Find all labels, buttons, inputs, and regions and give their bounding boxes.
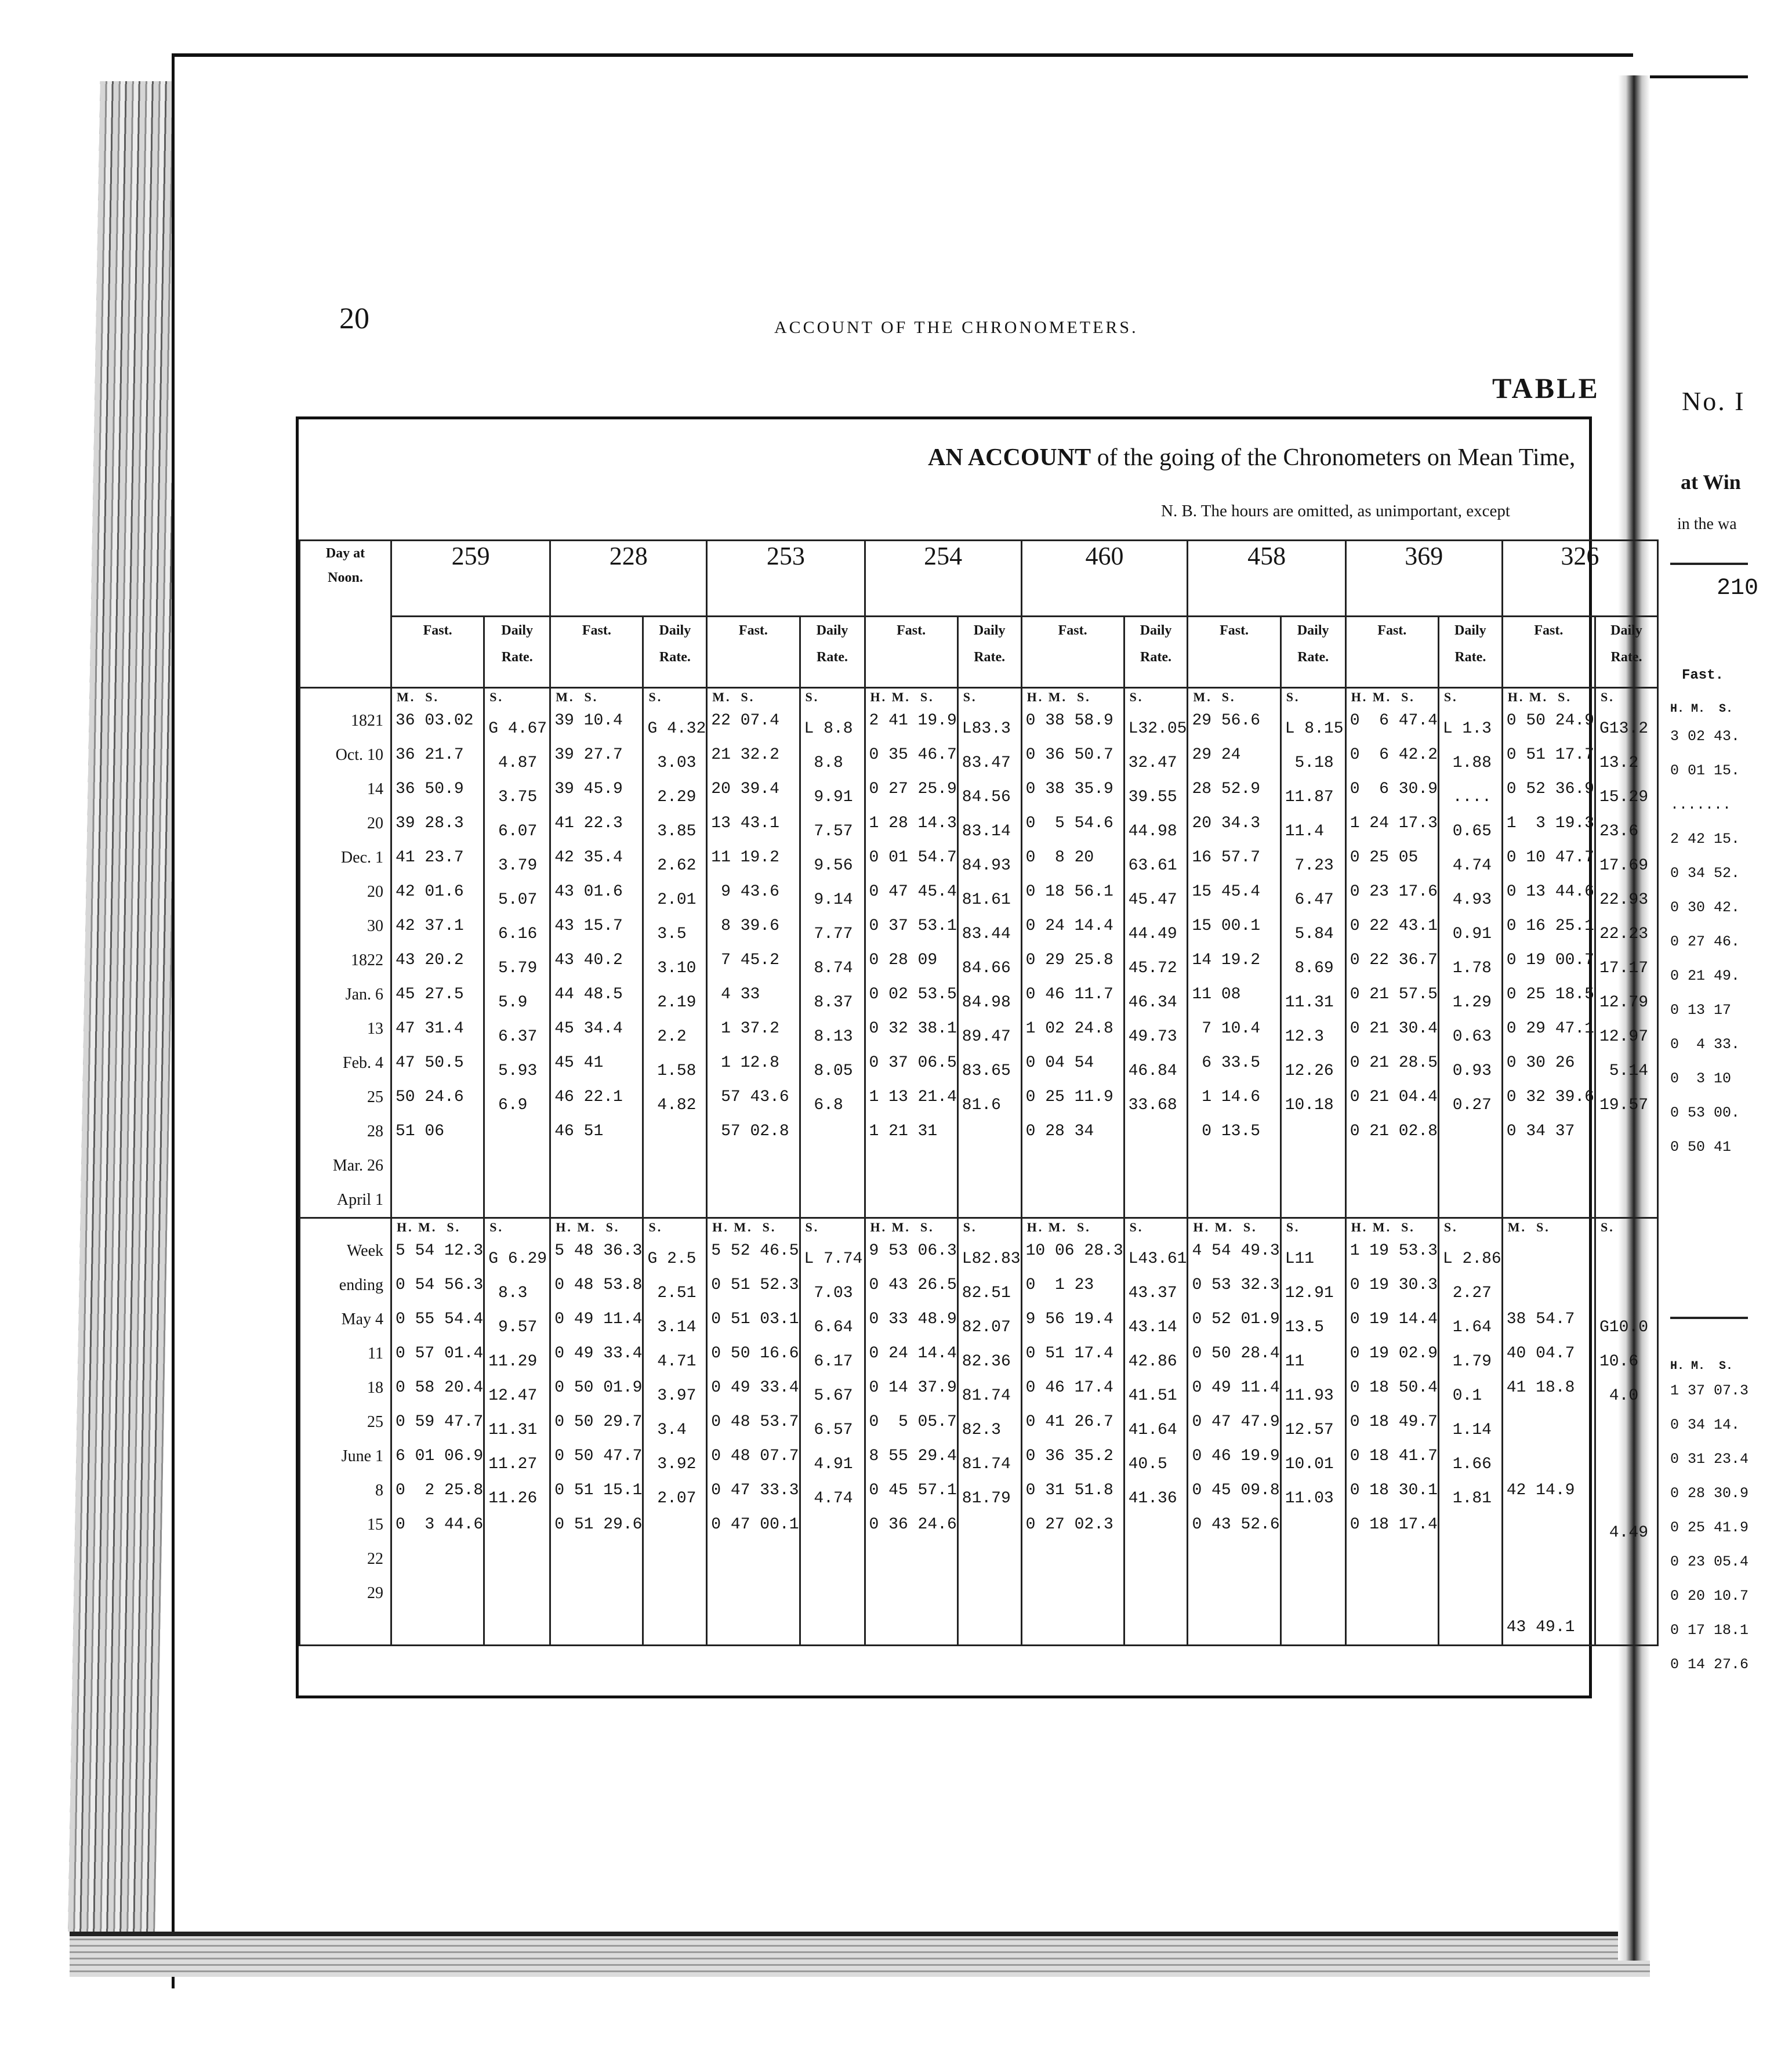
daily-rate-line-2: Rate. — [1610, 650, 1642, 665]
table-number: No. I — [1682, 386, 1746, 416]
rate-cell — [643, 1218, 707, 1646]
day-column — [300, 1218, 391, 1646]
day-label-line-2: Noon. — [328, 570, 363, 585]
daily-rate-line-1: Daily — [501, 623, 534, 638]
daily-rate-line-1: Daily — [973, 623, 1006, 638]
fast-values: 9 53 06.3 0 43 26.5 0 33 48.9 0 24 14.4 0 14 37.9 0 5 05.7 8 55 29.4 0 45 57.1 0 36 24.6 — [869, 1242, 957, 1534]
daily-rate-column-header — [484, 617, 550, 688]
table-section-part2 — [300, 1218, 1658, 1646]
rate-units: S. — [963, 690, 977, 704]
fast-values: 2 41 19.9 0 35 46.7 0 27 25.9 1 28 14.3 0 01 54.7 0 47 45.4 0 37 53.1 0 28 09 0 02 53.5 0 32 38.1 0 37 06.5 1 13 21.4 1 21 31 — [869, 712, 957, 1140]
fast-values: 5 54 12.3 0 54 56.3 0 55 54.4 0 57 01.4 0 58 20.4 0 59 47.7 6 01 06.9 0 2 25.8 0 3 44.6 — [396, 1242, 484, 1534]
rate-cell — [1595, 1218, 1657, 1646]
chronometer-header: 326 — [1502, 541, 1657, 617]
daily-rate-line-2: Rate. — [501, 650, 533, 665]
fast-column-header: Fast. — [550, 617, 643, 688]
daily-rate-column-header — [1280, 617, 1345, 688]
rate-cell — [1124, 1218, 1188, 1646]
fast-values: 39 10.4 39 27.7 39 45.9 41 22.3 42 35.4 43 01.6 43 15.7 43 40.2 44 48.5 45 34.4 45 41 46 22.1 46 51 — [554, 712, 623, 1140]
fast-units: M. S. — [397, 690, 439, 704]
fast-cell — [1021, 1218, 1124, 1646]
fast-values: 0 50 24.9 0 51 17.7 0 52 36.9 1 3 19.3 0 10 47.7 0 13 44.6 0 16 25.1 0 19 00.7 0 25 18.5 0 29 47.1 0 30 26 0 32 39.6 0 34 37 — [1506, 712, 1594, 1140]
daily-rate-column-header — [1595, 617, 1657, 688]
day-column — [300, 688, 391, 1218]
fast-cell — [1345, 688, 1438, 1218]
rate-units: S. — [805, 1220, 819, 1234]
rate-values: L82.83 82.51 82.07 82.36 81.74 82.3 81.74 81.79 — [962, 1250, 1021, 1508]
table-section-part1 — [300, 688, 1658, 1218]
day-at-noon-header — [300, 541, 391, 688]
daily-rate-line-2: Rate. — [817, 650, 848, 665]
daily-rate-line-1: Daily — [1140, 623, 1172, 638]
daily-rate-line-2: Rate. — [1140, 650, 1172, 665]
heading-bold: AN ACCOUNT — [928, 444, 1091, 471]
fast-cell — [550, 688, 643, 1218]
fast-units: H. M. S. — [556, 1220, 620, 1234]
rate-units: S. — [1129, 1220, 1144, 1234]
daily-rate-line-1: Daily — [1297, 623, 1329, 638]
rate-values: L 1.3 1.88 .... 0.65 4.74 4.93 0.91 1.78 1.29 0.63 0.93 0.27 — [1442, 720, 1492, 1114]
rate-cell — [1124, 688, 1188, 1218]
fast-units: H. M. S. — [1193, 1220, 1257, 1234]
day-values: 1821 Oct. 10 14 20 Dec. 1 20 30 1822 Jan. 6 13 Feb. 4 25 28 Mar. 26 April 1 — [332, 712, 383, 1209]
rate-cell — [484, 688, 550, 1218]
fast-cell — [391, 1218, 484, 1646]
scan-margin — [0, 0, 1748, 56]
right-page-note: in the wa — [1677, 515, 1737, 533]
fast-column-header: Fast. — [707, 617, 800, 688]
daily-rate-column-header — [643, 617, 707, 688]
rate-units: S. — [1600, 690, 1615, 704]
daily-rate-line-2: Rate. — [1454, 650, 1486, 665]
rate-values: G 6.29 8.3 9.57 11.29 12.47 11.31 11.27 11.26 — [488, 1250, 547, 1508]
fast-column-header: Fast. — [865, 617, 957, 688]
book-page-edges — [68, 81, 187, 1932]
fast-cell — [1345, 1218, 1438, 1646]
fast-column-header: Fast. — [1188, 617, 1280, 688]
rate-values: G 2.5 2.51 3.14 4.71 3.97 3.4 3.92 2.07 — [647, 1250, 697, 1508]
rate-cell — [957, 1218, 1021, 1646]
fast-units: H. M. S. — [1026, 690, 1091, 704]
fast-units: M. S. — [1507, 1220, 1550, 1234]
chronometer-header: 458 — [1188, 541, 1345, 617]
rate-values: G 4.67 4.87 3.75 6.07 3.79 5.07 6.16 5.79 5.9 6.37 5.93 6.9 — [488, 720, 547, 1114]
fast-values: 29 56.6 29 24 28 52.9 20 34.3 16 57.7 15 45.4 15 00.1 14 19.2 11 08 7 10.4 6 33.5 1 14.6 0 13.5 — [1192, 712, 1261, 1140]
table-heading — [928, 444, 1575, 472]
fast-values: 36 03.02 36 21.7 36 50.9 39 28.3 41 23.7 42 01.6 42 37.1 43 20.2 45 27.5 47 31.4 47 50.5 50 24.6 51 06 — [396, 712, 474, 1140]
day-values: Week ending May 4 11 18 25 June 1 8 15 22 29 — [339, 1242, 383, 1602]
rate-units: S. — [1286, 690, 1300, 704]
table-note: N. B. The hours are omitted, as unimportant, except — [1161, 502, 1510, 520]
rate-values: L43.61 43.37 43.14 42.86 41.51 41.64 40.5 41.36 — [1128, 1250, 1187, 1508]
right-page-fast-label: Fast. — [1682, 668, 1724, 683]
fast-values: 1 19 53.3 0 19 30.3 0 19 14.4 0 19 02.9 0 18 50.4 0 18 49.7 0 18 41.7 0 18 30.1 0 18 17.4 — [1350, 1242, 1438, 1534]
rate-units: S. — [489, 690, 503, 704]
chronometer-header: 460 — [1021, 541, 1188, 617]
chronometer-header: 253 — [707, 541, 865, 617]
rate-values: L 2.86 2.27 1.64 1.79 0.1 1.14 1.66 1.81 — [1442, 1250, 1501, 1508]
rate-cell — [643, 688, 707, 1218]
rate-cell — [1595, 688, 1657, 1218]
rate-cell — [800, 1218, 865, 1646]
rate-cell — [1280, 688, 1345, 1218]
right-page-heading: at Win — [1681, 470, 1741, 494]
pad-spacer — [300, 1219, 390, 1234]
fast-units: H. M. S. — [397, 1220, 461, 1234]
fast-units: H. M. S. — [1507, 690, 1572, 704]
right-page-fast-values: 3 02 43. 0 01 15. ....... 2 42 15. 0 34 52. 0 30 42. 0 27 46. 0 21 49. 0 13 17 0 4 33. 0 3 10 0 53 00. 0 50 41 — [1670, 728, 1740, 1155]
fast-units: M. S. — [1193, 690, 1236, 704]
rate-units: S. — [648, 1220, 663, 1234]
rate-values: L11 12.91 13.5 11 11.93 12.57 10.01 11.03 — [1285, 1250, 1334, 1508]
rate-units: S. — [648, 690, 663, 704]
daily-rate-line-1: Daily — [1454, 623, 1486, 638]
fast-values: 10 06 28.3 0 1 23 9 56 19.4 0 51 17.4 0 46 17.4 0 41 26.7 0 36 35.2 0 31 51.8 0 27 02.3 — [1025, 1242, 1123, 1534]
daily-rate-column-header — [1124, 617, 1188, 688]
rate-values: G13.2 13.2 15.29 23.6 17.69 22.93 22.23 17.17 12.79 12.97 5.14 19.57 — [1599, 720, 1648, 1114]
fast-units: H. M. S. — [1026, 1220, 1091, 1234]
rate-units: S. — [489, 1220, 503, 1234]
chronometer-header: 259 — [391, 541, 550, 617]
fast-cell — [1021, 688, 1124, 1218]
fast-cell — [865, 1218, 957, 1646]
fast-values: 5 48 36.3 0 48 53.8 0 49 11.4 0 49 33.4 0 50 01.9 0 50 29.7 0 50 47.7 0 51 15.1 0 51 29.6 — [554, 1242, 643, 1534]
fast-cell — [1502, 1218, 1595, 1646]
rate-values: L 7.74 7.03 6.64 6.17 5.67 6.57 4.91 4.74 — [804, 1250, 863, 1508]
fast-units: H. M. S. — [1351, 1220, 1415, 1234]
right-page-chronometer-header: 210 — [1717, 575, 1759, 602]
fast-units: H. M. S. — [870, 690, 934, 704]
heading-rest: of the going of the Chronometers on Mean Time, — [1091, 444, 1576, 471]
daily-rate-column-header — [800, 617, 865, 688]
fast-values: 0 6 47.4 0 6 42.2 0 6 30.9 1 24 17.3 0 25 05 0 23 17.6 0 22 43.1 0 22 36.7 0 21 57.5 0 21 30.4 0 21 28.5 0 21 04.4 0 21 02.8 — [1350, 712, 1438, 1140]
right-page-rule-top — [1670, 563, 1748, 565]
fast-units: M. S. — [556, 690, 598, 704]
rate-units: S. — [1443, 690, 1458, 704]
rate-values: L 8.8 8.8 9.91 7.57 9.56 9.14 7.77 8.74 8.37 8.13 8.05 6.8 — [804, 720, 853, 1114]
fast-values: 0 38 58.9 0 36 50.7 0 38 35.9 0 5 54.6 0 8 20 0 18 56.1 0 24 14.4 0 29 25.8 0 46 11.7 1 02 24.8 0 04 54 0 25 11.9 0 28 34 — [1025, 712, 1113, 1140]
fast-cell — [865, 688, 957, 1218]
fast-cell — [391, 688, 484, 1218]
fast-units: H. M. S. — [870, 1220, 934, 1234]
fast-values: 38 54.7 40 04.7 41 18.8 42 14.9 43 49.1 — [1506, 1310, 1575, 1636]
rate-cell — [1438, 1218, 1502, 1646]
fast-cell — [707, 688, 800, 1218]
rate-cell — [484, 1218, 550, 1646]
rate-units: S. — [963, 1220, 977, 1234]
fast-column-header: Fast. — [391, 617, 484, 688]
daily-rate-line-1: Daily — [659, 623, 691, 638]
fast-cell — [1502, 688, 1595, 1218]
rate-cell — [1438, 688, 1502, 1218]
rate-values: G10.0 10.6 4.0 4.49 — [1599, 1318, 1648, 1542]
daily-rate-column-header — [957, 617, 1021, 688]
rate-units: S. — [1129, 690, 1144, 704]
rate-units: S. — [1443, 1220, 1458, 1234]
daily-rate-line-2: Rate. — [1297, 650, 1329, 665]
fast-cell — [1188, 688, 1280, 1218]
fast-column-header: Fast. — [1345, 617, 1438, 688]
chronometer-header: 369 — [1345, 541, 1502, 617]
fast-column-header: Fast. — [1502, 617, 1595, 688]
pad-spacer — [300, 689, 390, 704]
fast-cell — [1188, 1218, 1280, 1646]
book-bottom-edge — [70, 1932, 1659, 1977]
rate-values: L32.05 32.47 39.55 44.98 63.61 45.47 44.49 45.72 46.34 49.73 46.84 33.68 — [1128, 720, 1187, 1114]
daily-rate-line-1: Daily — [1610, 623, 1642, 638]
fast-cell — [707, 1218, 800, 1646]
right-page-units: H. M. S. — [1670, 702, 1733, 716]
rate-cell — [800, 688, 865, 1218]
right-page-rule-mid — [1670, 1317, 1748, 1319]
fast-units: M. S. — [712, 690, 755, 704]
fast-units: H. M. S. — [1351, 690, 1415, 704]
rate-units: S. — [1286, 1220, 1300, 1234]
running-title: ACCOUNT OF THE CHRONOMETERS. — [774, 318, 1138, 337]
table-word: TABLE — [1492, 372, 1600, 404]
right-page-units-2: H. M. S. — [1670, 1360, 1733, 1373]
rate-values: L 8.15 5.18 11.87 11.4 7.23 6.47 5.84 8.69 11.31 12.3 12.26 10.18 — [1285, 720, 1344, 1114]
chronometer-header: 228 — [550, 541, 707, 617]
rate-values: L83.3 83.47 84.56 83.14 84.93 81.61 83.44 84.66 84.98 89.47 83.65 81.6 — [962, 720, 1011, 1114]
day-label-line-1: Day at — [325, 546, 365, 561]
right-page-fast-values-2: 1 37 07.3 0 34 14. 0 31 23.4 0 28 30.9 0 25 41.9 0 23 05.4 0 20 10.7 0 17 18.1 0 14 27.6 — [1670, 1382, 1749, 1673]
chronometer-table — [299, 539, 1659, 1646]
daily-rate-line-1: Daily — [816, 623, 848, 638]
daily-rate-line-2: Rate. — [974, 650, 1006, 665]
fast-column-header: Fast. — [1021, 617, 1124, 688]
rate-values: G 4.32 3.03 2.29 3.85 2.62 2.01 3.5 3.10 2.19 2.2 1.58 4.82 — [647, 720, 706, 1114]
rate-cell — [957, 688, 1021, 1218]
daily-rate-line-2: Rate. — [659, 650, 691, 665]
fast-units: H. M. S. — [712, 1220, 777, 1234]
rate-cell — [1280, 1218, 1345, 1646]
chronometer-header: 254 — [865, 541, 1021, 617]
rate-units: S. — [1600, 1220, 1615, 1234]
fast-values: 22 07.4 21 32.2 20 39.4 13 43.1 11 19.2 9 43.6 8 39.6 7 45.2 4 33 1 37.2 1 12.8 57 43.6 57 02.8 — [711, 712, 789, 1140]
fast-values: 4 54 49.3 0 53 32.3 0 52 01.9 0 50 28.4 0 49 11.4 0 47 47.9 0 46 19.9 0 45 09.8 0 43 52.6 — [1192, 1242, 1280, 1534]
fast-cell — [550, 1218, 643, 1646]
daily-rate-column-header — [1438, 617, 1502, 688]
page-number: 20 — [339, 302, 369, 335]
rate-units: S. — [805, 690, 819, 704]
fast-values: 5 52 46.5 0 51 52.3 0 51 03.1 0 50 16.6 0 49 33.4 0 48 53.7 0 48 07.7 0 47 33.3 0 47 00.1 — [711, 1242, 799, 1534]
